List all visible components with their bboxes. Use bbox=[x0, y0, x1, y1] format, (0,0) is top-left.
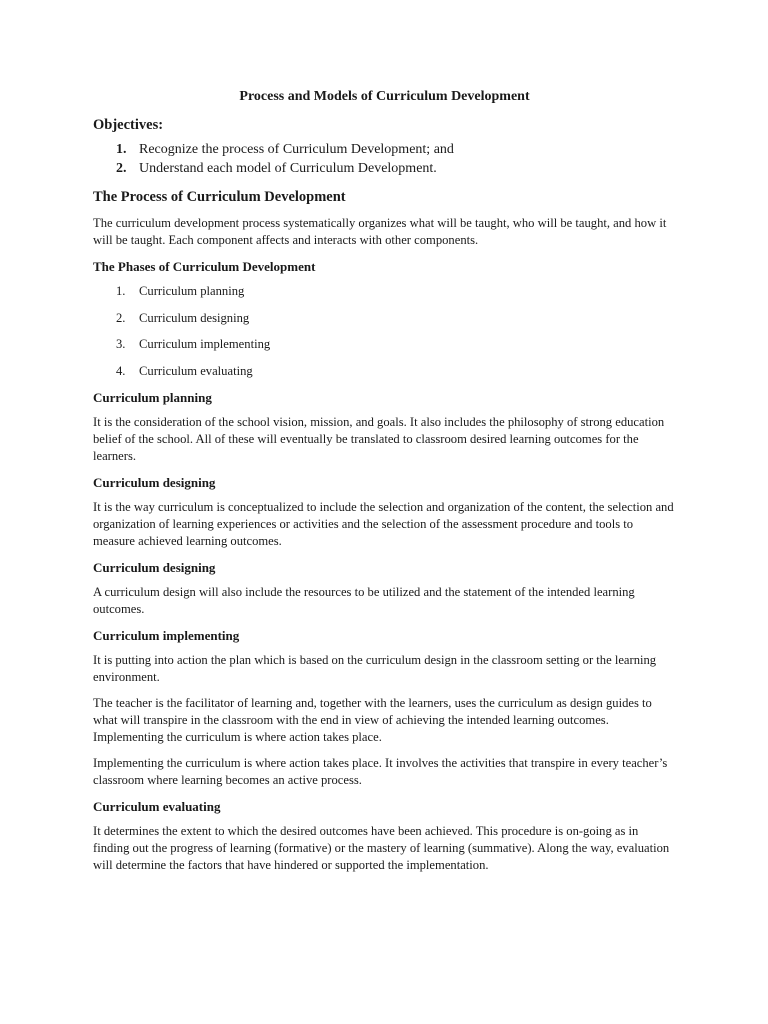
designing-text-second: A curriculum design will also include the resources to be utilized and the statement of the intended learning outcomes. bbox=[93, 585, 635, 616]
document-title: Process and Models of Curriculum Development bbox=[239, 89, 530, 104]
planning-heading: Curriculum planning bbox=[93, 390, 212, 405]
implementing-text-3: Implementing the curriculum is where action takes place. It involves the activities that transpire in every teacher’s classroom where learning becomes an active process. bbox=[93, 756, 668, 787]
objective-text: Recognize the process of Curriculum Development; and bbox=[139, 142, 454, 157]
phase-number: 2. bbox=[116, 310, 126, 325]
process-intro: The curriculum development process systematically organizes what will be taught, who will be taught, and how it will be taught. Each component affects and interacts with other components. bbox=[93, 216, 667, 247]
evaluating-text: It determines the extent to which the desired outcomes have been achieved. This procedure is on-going as in finding out the progress of learning (formative) or the mastery of learning (summative). Along the way, evaluation will determine the factors that have hindered or supported the implementation. bbox=[93, 824, 670, 872]
process-heading: The Process of Curriculum Development bbox=[93, 189, 346, 205]
phase-text: Curriculum designing bbox=[139, 310, 250, 325]
designing-heading: Curriculum designing bbox=[93, 475, 216, 490]
implementing-text-2: The teacher is the facilitator of learning and, together with the learners, uses the curriculum as design guides to what will transpire in the classroom with the end in view of achieving the intended learning outcomes. Implementing the curriculum is where action takes place. bbox=[93, 696, 652, 744]
objectives-heading: Objectives: bbox=[93, 117, 164, 133]
phases-list bbox=[93, 283, 676, 380]
phase-item bbox=[116, 310, 676, 327]
implementing-heading: Curriculum implementing bbox=[93, 628, 240, 643]
objective-item bbox=[116, 140, 676, 159]
evaluating-heading: Curriculum evaluating bbox=[93, 799, 221, 814]
phase-text: Curriculum evaluating bbox=[139, 363, 253, 378]
phase-item bbox=[116, 363, 676, 380]
phase-number: 3. bbox=[116, 337, 126, 351]
phase-number: 4. bbox=[116, 363, 126, 378]
phase-text: Curriculum implementing bbox=[139, 337, 271, 351]
objective-number: 1. bbox=[116, 142, 127, 157]
objective-text: Understand each model of Curriculum Development. bbox=[139, 161, 437, 176]
designing-text: It is the way curriculum is conceptualized to include the selection and organization of the content, the selection and organization of learning experiences or activities and the selection of the assessment procedure and tools to measure achieved learning outcomes. bbox=[93, 500, 674, 548]
designing-heading-second: Curriculum designing bbox=[93, 560, 216, 575]
objective-item bbox=[116, 159, 676, 178]
objectives-list bbox=[93, 140, 676, 178]
implementing-text-1: It is putting into action the plan which is based on the curriculum design in the classroom setting or the learning environment. bbox=[93, 653, 657, 684]
phase-number: 1. bbox=[116, 284, 126, 298]
objective-number: 2. bbox=[116, 161, 127, 176]
planning-text: It is the consideration of the school vision, mission, and goals. It also includes the philosophy of strong education belief of the school. All of these will eventually be translated to classroom desired learning outcomes for the learners. bbox=[93, 415, 665, 463]
phase-item bbox=[116, 283, 676, 300]
phase-text: Curriculum planning bbox=[139, 284, 245, 298]
phases-heading: The Phases of Curriculum Development bbox=[93, 259, 316, 274]
phase-item bbox=[116, 336, 676, 353]
